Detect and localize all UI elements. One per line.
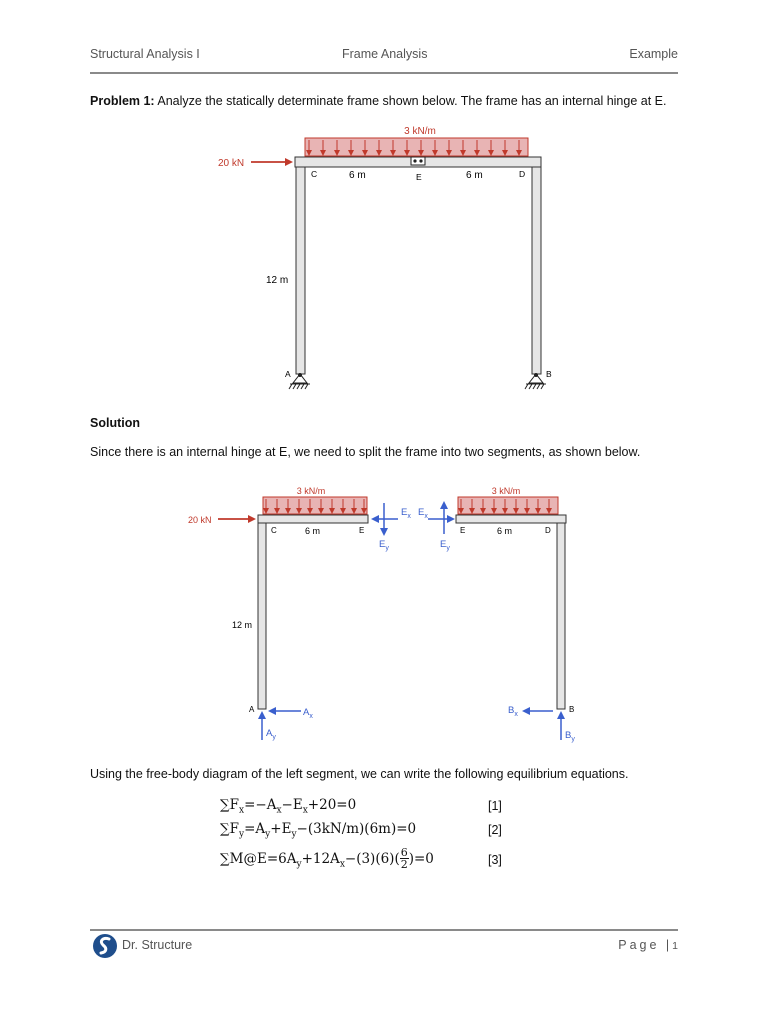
node-b-label: B bbox=[546, 369, 552, 379]
fbd-ex-right-label: $E_x$ bbox=[418, 507, 428, 520]
fbd-by-label: $B_y$ bbox=[565, 730, 575, 743]
fbd-node-e-right-label: E bbox=[460, 526, 466, 535]
fbd-node-c-label: C bbox=[271, 526, 277, 535]
equation-1-number: [1] bbox=[488, 799, 502, 813]
footer-divider bbox=[90, 929, 678, 931]
fbd-right-distributed-load bbox=[458, 497, 558, 514]
hinge-e bbox=[411, 157, 425, 165]
node-e-label: E bbox=[416, 172, 422, 182]
fbd-node-a-label: A bbox=[249, 705, 255, 714]
equation-1: $\sum F_x=-A_x-E_x+20=0$ bbox=[220, 797, 357, 816]
fbd-ex-left-label: $E_x$ bbox=[401, 507, 411, 520]
load-label: 3 kN/m bbox=[404, 126, 436, 137]
fbd-span-right-label: 6 m bbox=[497, 526, 513, 536]
fbd-right-beam bbox=[456, 515, 566, 523]
fbd-right-load-label: 3 kN/m bbox=[491, 486, 521, 496]
fbd-node-b-label: B bbox=[569, 705, 575, 714]
pin-support-b bbox=[525, 374, 546, 390]
span-left-label: 6 m bbox=[349, 170, 366, 181]
fbd-height-label: 12 m bbox=[232, 620, 253, 630]
point-load-label: 20 kN bbox=[218, 158, 245, 169]
equation-2: $\sum F_y=A_y+E_y-(3kN/m)(6m)=0$ bbox=[220, 821, 417, 840]
fbd-ey-left-label: $E_y$ bbox=[379, 539, 389, 552]
pin-support-a bbox=[289, 374, 310, 390]
footer-page-indicator: Page |1 bbox=[618, 938, 678, 952]
height-label: 12 m bbox=[266, 275, 289, 286]
fbd-left-load-label: 3 kN/m bbox=[296, 486, 326, 496]
column-left bbox=[296, 167, 305, 374]
header-topic: Frame Analysis bbox=[342, 47, 428, 61]
fbd-left-column bbox=[258, 523, 266, 709]
solution-heading: Solution bbox=[90, 416, 140, 430]
fbd-left-distributed-load bbox=[263, 497, 367, 514]
header-course: Structural Analysis I bbox=[90, 47, 200, 61]
footer-brand-name: Dr. Structure bbox=[122, 938, 193, 952]
fbd-bx-label: $B_x$ bbox=[508, 705, 518, 718]
node-d-label: D bbox=[519, 169, 526, 179]
node-c-label: C bbox=[311, 169, 318, 179]
equation-3-number: [3] bbox=[488, 853, 502, 867]
fbd-ay-label: $A_y$ bbox=[266, 728, 276, 741]
solution-paragraph-2: Using the free-body diagram of the left segment, we can write the following equilibrium equations. bbox=[90, 767, 629, 781]
problem-text: Analyze the statically determinate frame shown below. The frame has an internal hinge at E. bbox=[154, 94, 667, 108]
fbd-point-load-label: 20 kN bbox=[188, 515, 212, 525]
fbd-right-column bbox=[557, 523, 565, 709]
equation-3: $\sum M@E=6A_y+12A_x-(3)(6)$( $\frac{6}{2}$ )=0 bbox=[220, 846, 434, 871]
page-number: 1 bbox=[672, 940, 678, 952]
distributed-load bbox=[305, 138, 528, 156]
header-type: Example bbox=[629, 47, 678, 61]
fbd-node-d-label: D bbox=[545, 526, 551, 535]
solution-paragraph-1: Since there is an internal hinge at E, we need to split the frame into two segments, as shown below. bbox=[90, 445, 641, 459]
fbd-ey-right-label: $E_y$ bbox=[440, 539, 450, 552]
column-right bbox=[532, 167, 541, 374]
fbd-left-beam bbox=[258, 515, 368, 523]
span-right-label: 6 m bbox=[466, 170, 483, 181]
problem-label: Problem 1: bbox=[90, 94, 155, 108]
dr-structure-logo-icon bbox=[92, 933, 118, 959]
fbd-span-left-label: 6 m bbox=[305, 526, 321, 536]
node-a-label: A bbox=[285, 369, 291, 379]
equation-2-number: [2] bbox=[488, 823, 502, 837]
fbd-ax-label: $A_x$ bbox=[303, 707, 313, 720]
fbd-node-e-left-label: E bbox=[359, 526, 365, 535]
